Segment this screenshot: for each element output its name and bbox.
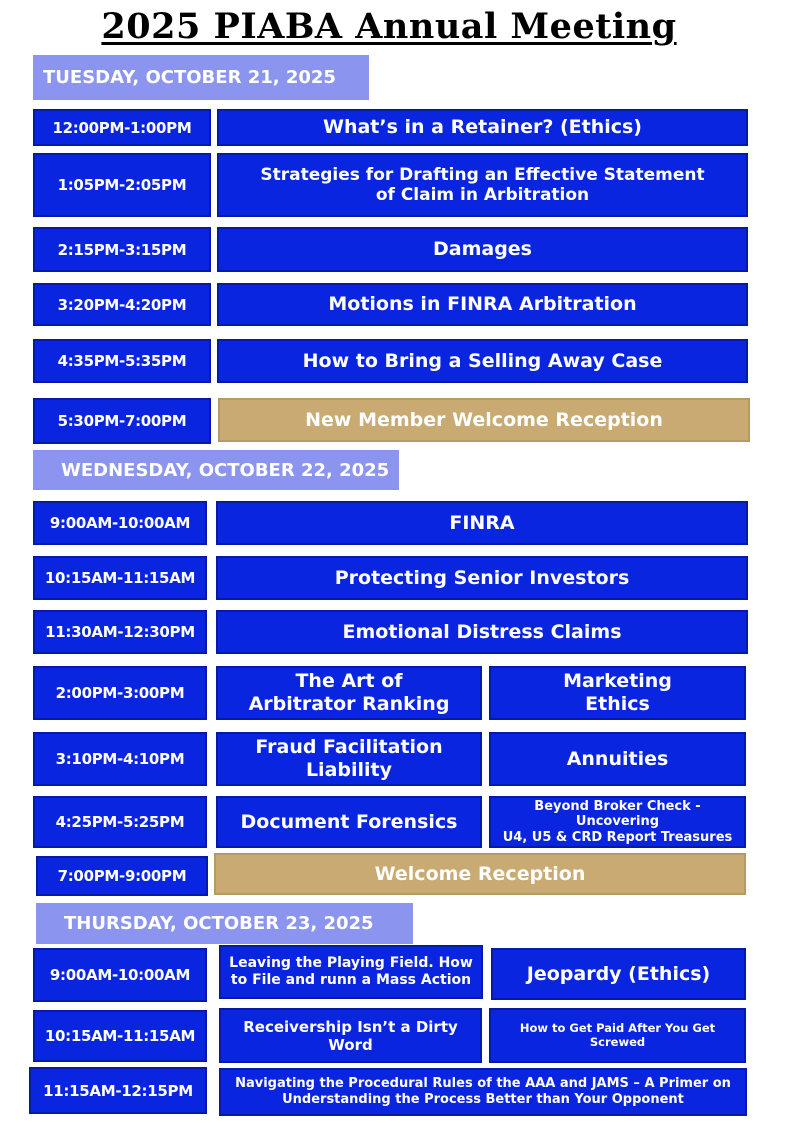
day-header-wednesday: WEDNESDAY, OCTOBER 22, 2025 <box>33 450 399 490</box>
session-box: FINRA <box>216 501 748 545</box>
session-box: Leaving the Playing Field. How to File and runn a Mass Action <box>219 945 483 999</box>
session-box: Jeopardy (Ethics) <box>491 948 746 1000</box>
session-box: Receivership Isn’t a Dirty Word <box>219 1008 482 1063</box>
time-slot: 9:00AM-10:00AM <box>33 501 207 545</box>
time-slot: 7:00PM-9:00PM <box>36 856 208 896</box>
session-box: Marketing Ethics <box>489 666 746 720</box>
time-slot: 12:00PM-1:00PM <box>33 109 211 146</box>
time-slot: 9:00AM-10:00AM <box>33 948 207 1002</box>
time-slot: 2:15PM-3:15PM <box>33 227 211 272</box>
page-title: 2025 PIABA Annual Meeting <box>101 6 677 47</box>
session-box: Navigating the Procedural Rules of the AAA and JAMS – A Primer on Understanding the Process Better than Your Opponent <box>219 1068 747 1116</box>
session-box: What’s in a Retainer? (Ethics) <box>217 109 748 146</box>
time-slot: 2:00PM-3:00PM <box>33 666 207 720</box>
time-slot: 4:35PM-5:35PM <box>33 339 211 383</box>
day-header-tuesday: TUESDAY, OCTOBER 21, 2025 <box>33 55 369 100</box>
session-box: How to Bring a Selling Away Case <box>217 339 748 383</box>
session-box: Motions in FINRA Arbitration <box>217 283 748 326</box>
session-box: How to Get Paid After You Get Screwed <box>489 1008 746 1063</box>
time-slot: 1:05PM-2:05PM <box>33 153 211 217</box>
day-header-thursday: THURSDAY, OCTOBER 23, 2025 <box>36 903 413 944</box>
session-box: Beyond Broker Check - Uncovering U4, U5 & CRD Report Treasures <box>489 796 746 848</box>
time-slot: 10:15AM-11:15AM <box>33 1010 207 1062</box>
session-box: Damages <box>217 227 748 272</box>
session-box: Fraud Facilitation Liability <box>216 732 482 786</box>
reception-box: New Member Welcome Reception <box>218 398 750 442</box>
time-slot: 11:15AM-12:15PM <box>29 1067 207 1114</box>
time-slot: 4:25PM-5:25PM <box>33 796 207 848</box>
session-box: The Art of Arbitrator Ranking <box>216 666 482 720</box>
session-box: Emotional Distress Claims <box>216 610 748 654</box>
time-slot: 5:30PM-7:00PM <box>33 398 211 444</box>
time-slot: 10:15AM-11:15AM <box>33 556 207 600</box>
session-box: Annuities <box>489 732 746 786</box>
reception-box: Welcome Reception <box>214 853 746 895</box>
session-box: Protecting Senior Investors <box>216 556 748 600</box>
session-box: Document Forensics <box>216 796 482 848</box>
session-box: Strategies for Drafting an Effective Statement of Claim in Arbitration <box>217 153 748 217</box>
time-slot: 3:10PM-4:10PM <box>33 732 207 786</box>
time-slot: 3:20PM-4:20PM <box>33 283 211 326</box>
time-slot: 11:30AM-12:30PM <box>33 610 207 654</box>
